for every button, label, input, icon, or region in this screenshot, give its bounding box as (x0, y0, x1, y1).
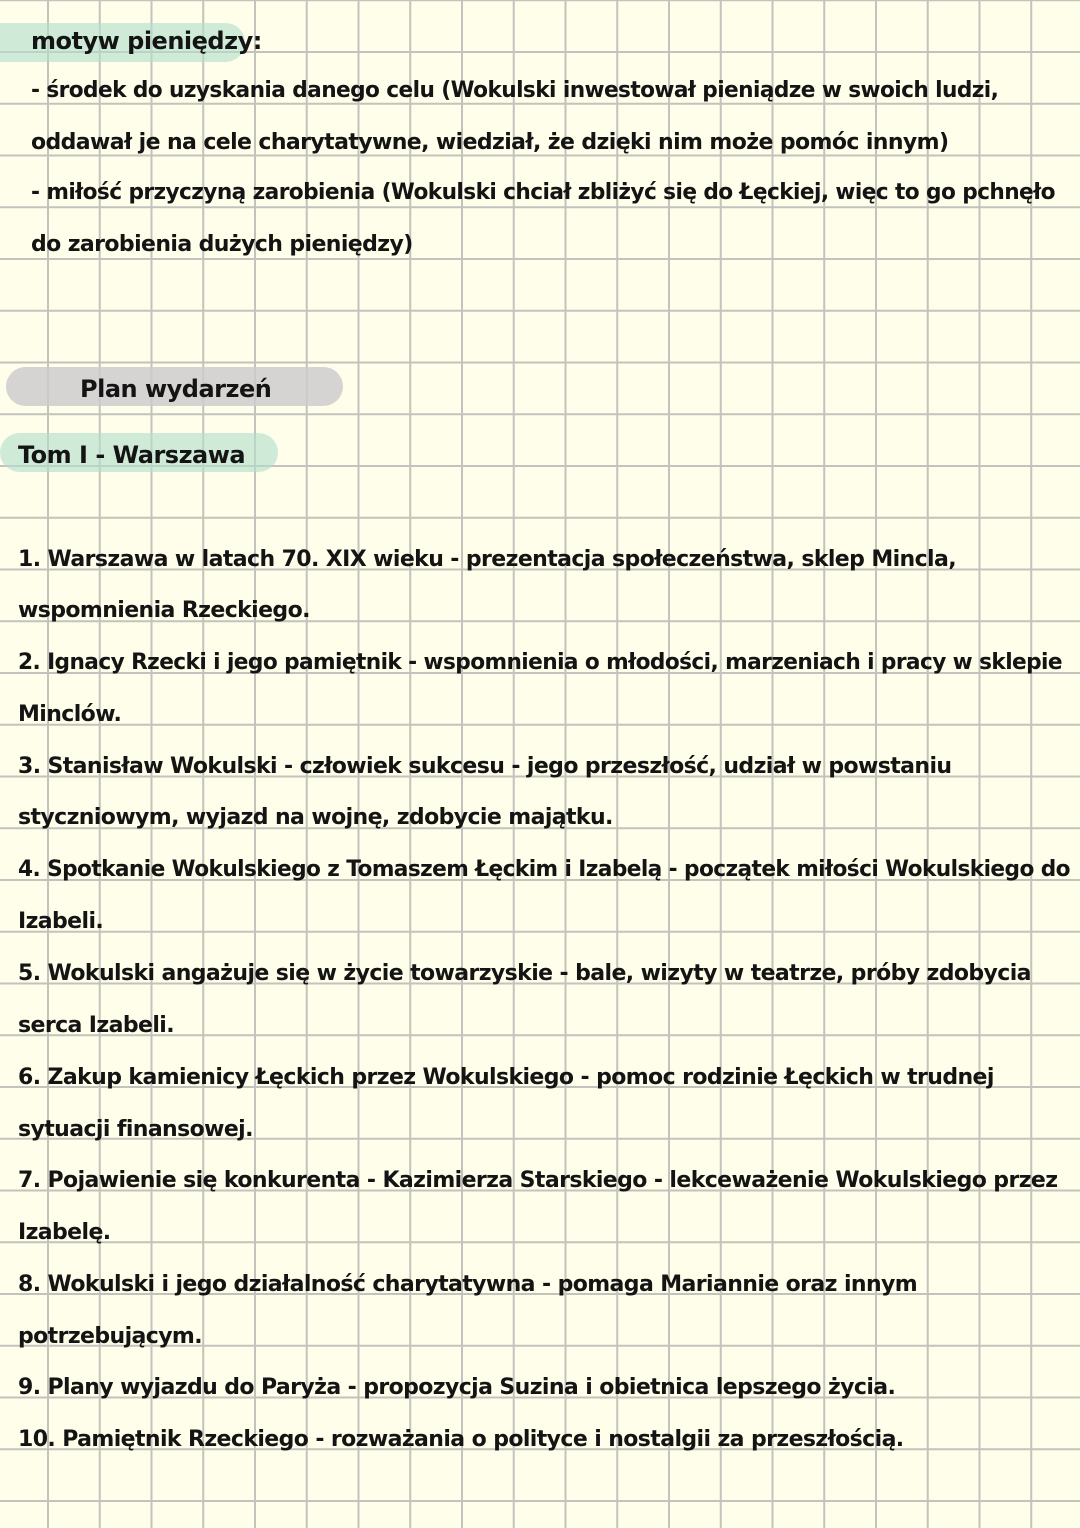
plan-item-8-cont: potrzebującym. (18, 1324, 203, 1349)
motive-line: - środek do uzyskania danego celu (Wokulski inwestował pieniądze w swoich ludzi, (31, 78, 999, 103)
plan-item-1: 1. Warszawa w latach 70. XIX wieku - prezentacja społeczeństwa, sklep Mincla, (18, 547, 956, 572)
plan-item-3: 3. Stanisław Wokulski - człowiek sukcesu - jego przeszłość, udział w powstaniu (18, 754, 952, 779)
plan-item-7: 7. Pojawienie się konkurenta - Kazimierza Starskiego - lekceważenie Wokulskiego przez (18, 1168, 1058, 1193)
plan-item-6: 6. Zakup kamienicy Łęckich przez Wokulskiego - pomoc rodzinie Łęckich w trudnej (18, 1065, 994, 1090)
plan-item-2: 2. Ignacy Rzecki i jego pamiętnik - wspomnienia o młodości, marzeniach i pracy w sklepie (18, 650, 1063, 675)
plan-heading: Plan wydarzeń (80, 375, 272, 403)
plan-item-4-cont: Izabeli. (18, 909, 104, 934)
motive-line: do zarobienia dużych pieniędzy) (31, 232, 413, 257)
plan-item-9: 9. Plany wyjazdu do Paryża - propozycja Suzina i obietnica lepszego życia. (18, 1375, 896, 1400)
plan-item-6-cont: sytuacji finansowej. (18, 1117, 253, 1142)
plan-item-3-cont: styczniowym, wyjazd na wojnę, zdobycie majątku. (18, 805, 613, 830)
plan-item-4: 4. Spotkanie Wokulskiego z Tomaszem Łęckim i Izabelą - początek miłości Wokulskiego do (18, 857, 1070, 882)
motive-line: oddawał je na cele charytatywne, wiedział, że dzięki nim może pomóc innym) (31, 130, 949, 155)
plan-item-7-cont: Izabelę. (18, 1220, 111, 1245)
plan-item-5-cont: serca Izabeli. (18, 1013, 174, 1038)
plan-item-5: 5. Wokulski angażuje się w życie towarzyskie - bale, wizyty w teatrze, próby zdobycia (18, 961, 1031, 986)
motive-heading: motyw pieniędzy: (31, 27, 262, 55)
motive-line: - miłość przyczyną zarobienia (Wokulski chciał zbliżyć się do Łęckiej, więc to go pchnęło (31, 180, 1055, 205)
plan-item-1-cont: wspomnienia Rzeckiego. (18, 598, 310, 623)
plan-item-8: 8. Wokulski i jego działalność charytatywna - pomaga Mariannie oraz innym (18, 1272, 918, 1297)
plan-item-10: 10. Pamiętnik Rzeckiego - rozważania o polityce i nostalgii za przeszłością. (18, 1427, 904, 1452)
plan-item-2-cont: Minclów. (18, 702, 122, 727)
volume-heading: Tom I - Warszawa (18, 441, 246, 469)
